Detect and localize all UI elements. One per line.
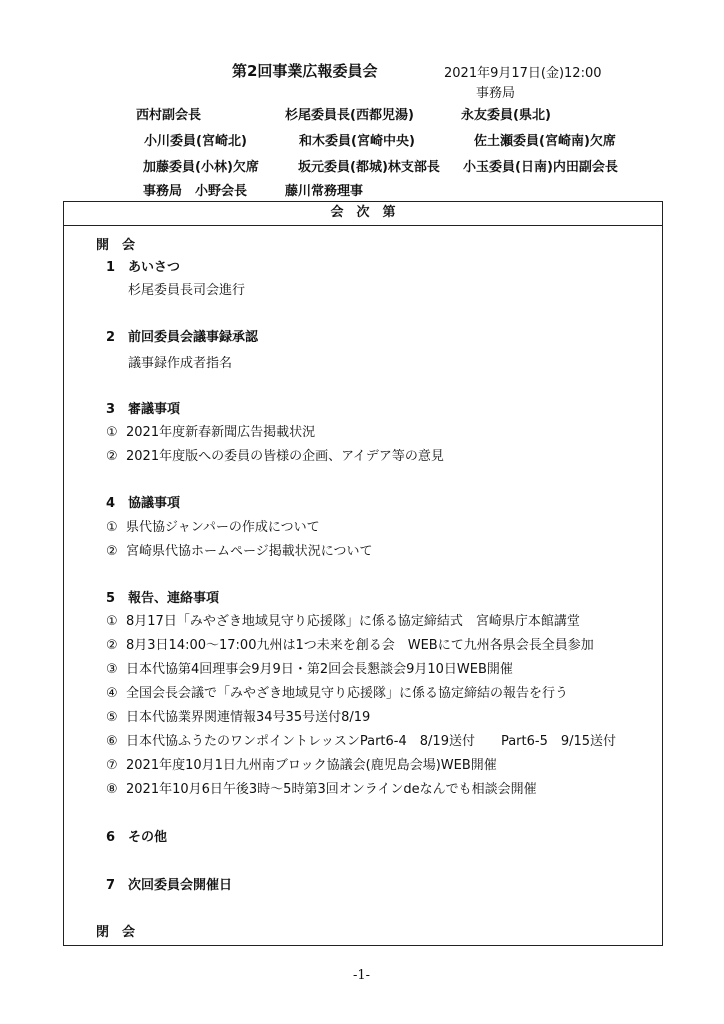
item-mark: ⑤ [106,710,118,725]
item-text: 2021年10月6日午後3時～5時第3回オンラインdeなんでも相談会開催 [126,782,537,797]
item-mark: ⑧ [106,782,118,797]
section-number: 7 [106,878,116,893]
item-text: 日本代協第4回理事会9月9日・第2回会長懇談会9月10日WEB開催 [126,662,513,677]
item-mark: ④ [106,686,118,701]
list-item [106,516,320,535]
section-title: 報告、連絡事項 [128,591,220,606]
item-mark: ② [106,638,118,653]
item-text: 2021年度版への委員の皆様の企画、アイデア等の意見 [126,449,444,464]
section-heading [106,492,180,511]
meeting-title: 第2回事業広報委員会 [232,62,378,80]
item-text: 日本代協ふうたのワンポイントレッスンPart6-4 8/19送付 Part6-5 9/15送付 [126,734,617,749]
item-mark: ② [106,544,118,559]
section-title: 協議事項 [128,496,181,511]
close-label: 閉 会 [96,925,136,940]
item-mark: ① [106,425,118,440]
section-heading [106,326,258,345]
item-mark: ③ [106,662,118,677]
section-number: 6 [106,830,116,845]
list-item [106,778,537,797]
item-text: 宮崎県代協ホームページ掲載状況について [126,544,373,559]
section-title: その他 [128,830,168,845]
attendee: 杉尾委員長(西都児湯) [285,108,414,123]
item-text: 8月17日「みやざき地域見守り応援隊」に係る協定締結式 宮崎県庁本館講堂 [126,614,580,629]
attendee: 加藤委員(小林)欠席 [143,160,259,175]
item-mark: ⑥ [106,734,118,749]
list-item [106,610,580,629]
attendee: 坂元委員(都城)林支部長 [298,160,440,175]
list-item [106,658,513,677]
meeting-location: 事務局 [476,86,516,101]
agenda-heading: 会 次 第 [64,202,662,226]
item-mark: ① [106,520,118,535]
section-number: 2 [106,330,116,345]
section-title: あいさつ [128,260,181,275]
list-item: 杉尾委員長司会進行 [128,283,246,298]
list-item [106,706,370,725]
list-item [106,421,315,440]
section-number: 4 [106,496,116,511]
attendee: 和木委員(宮崎中央) [299,134,415,149]
section-heading [106,398,180,417]
meeting-datetime: 2021年9月17日(金)12:00 [444,66,602,81]
section-heading [106,256,180,275]
list-item [106,754,497,773]
attendee: 佐土瀬委員(宮崎南)欠席 [474,134,616,149]
section-heading [106,587,219,606]
list-item: 議事録作成者指名 [128,356,233,371]
section-title: 前回委員会議事録承認 [128,330,259,345]
item-mark: ⑦ [106,758,118,773]
section-title: 審議事項 [128,402,181,417]
item-text: 8月3日14:00～17:00九州は1つ未来を創る会 WEBにて九州各県会長全員参加 [126,638,594,653]
item-mark: ① [106,614,118,629]
list-item [106,540,372,559]
open-label: 開 会 [96,238,136,253]
item-mark: ② [106,449,118,464]
page-number: -1- [353,968,371,983]
item-text: 県代協ジャンパーの作成について [126,520,320,535]
item-text: 全国会長会議で「みやざき地域見守り応援隊」に係る協定締結の報告を行う [126,686,569,701]
section-heading [106,826,167,845]
list-item [106,730,616,749]
attendee: 永友委員(県北) [461,108,551,123]
section-title: 次回委員会開催日 [128,878,233,893]
item-text: 日本代協業界関連情報34号35号送付8/19 [126,710,371,725]
attendee: 西村副会長 [136,108,202,123]
section-number: 3 [106,402,116,417]
attendee: 藤川常務理事 [285,184,364,199]
list-item [106,682,568,701]
section-number: 1 [106,260,116,275]
list-item [106,445,444,464]
attendee: 小玉委員(日南)内田副会長 [463,160,618,175]
attendee: 事務局 小野会長 [143,184,248,199]
item-text: 2021年度10月1日九州南ブロック協議会(鹿児島会場)WEB開催 [126,758,497,773]
section-heading [106,874,232,893]
item-text: 2021年度新春新聞広告掲載状況 [126,425,316,440]
list-item [106,634,594,653]
attendee: 小川委員(宮崎北) [144,134,247,149]
section-number: 5 [106,591,116,606]
